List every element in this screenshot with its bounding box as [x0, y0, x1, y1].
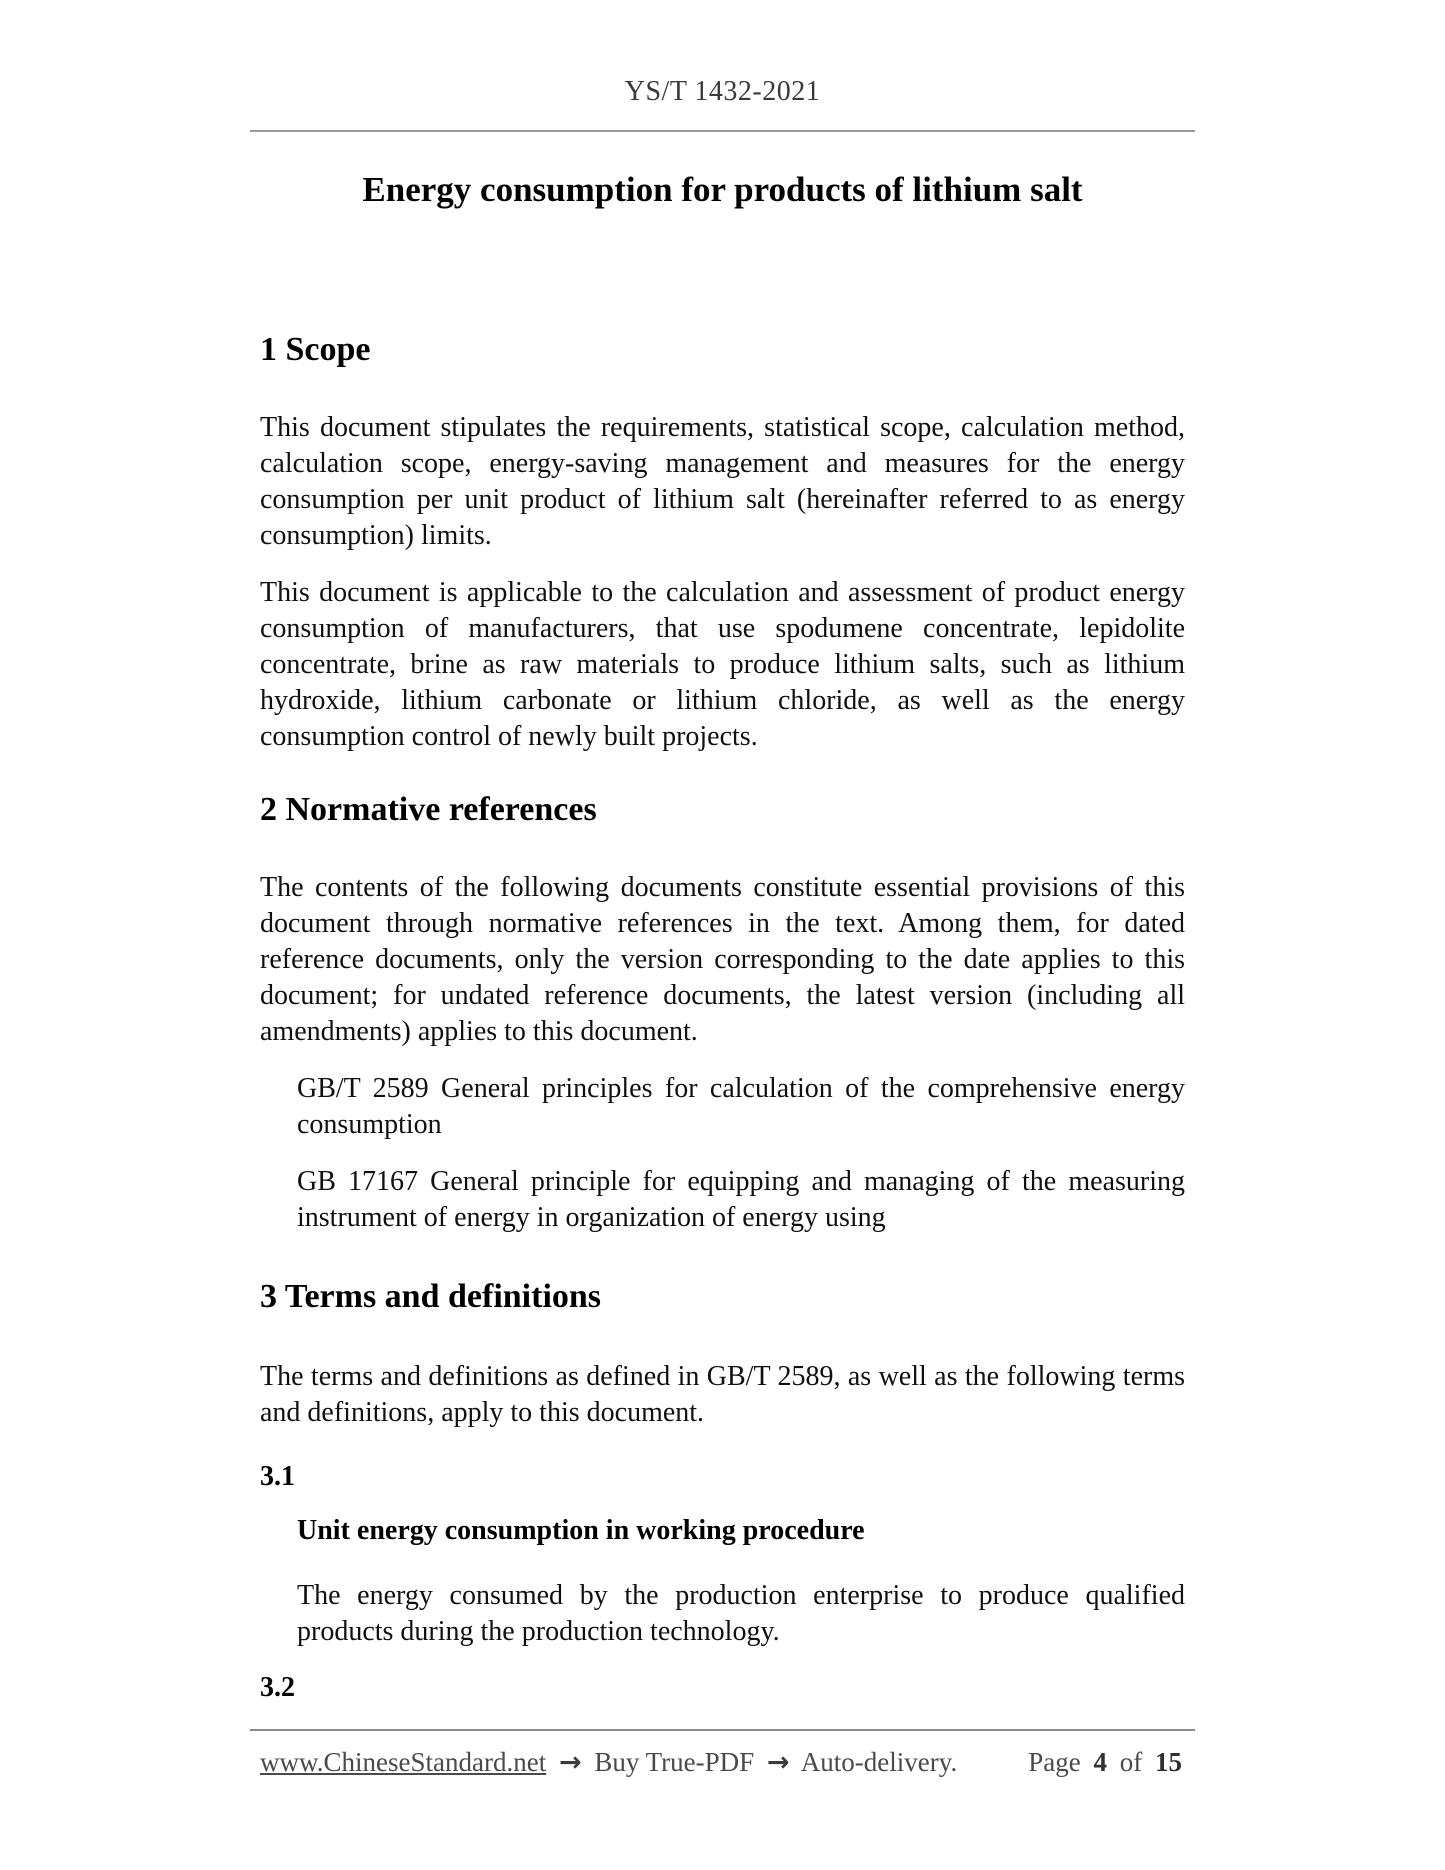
section-heading-normative-references: 2 Normative references	[260, 791, 597, 828]
page-current-number: 4	[1093, 1747, 1107, 1777]
document-title: Energy consumption for products of lithium salt	[362, 170, 1083, 209]
term-number-3-1: 3.1	[260, 1461, 295, 1492]
section-heading-terms-definitions: 3 Terms and definitions	[260, 1278, 602, 1315]
right-arrow-icon: →	[558, 1747, 582, 1778]
normative-reference-gb-17167: GB 17167 General principle for equipping and managing of the measuring instrument of energy in organization of energy using	[297, 1166, 1185, 1233]
header-divider-rule	[250, 130, 1195, 132]
page-footer	[260, 1745, 1185, 1780]
terms-intro-paragraph: The terms and definitions as defined in GB/T 2589, as well as the following terms and definitions, apply to this document.	[260, 1361, 1185, 1428]
scope-paragraph-1: This document stipulates the requirements, statistical scope, calculation method, calculation scope, energy-saving management and measures for the energy consumption per unit product of lithium salt (hereinafter referred to as energy consumption) limits.	[260, 412, 1185, 551]
footer-promo-line	[260, 1745, 957, 1780]
page-total-number: 15	[1155, 1747, 1182, 1777]
page-number-indicator	[1025, 1745, 1185, 1779]
scope-paragraph-2: This document is applicable to the calculation and assessment of product energy consumption of manufacturers, that use spodumene concentrate, lepidolite concentrate, brine as raw materials to produce lithium salts, such as lithium hydroxide, lithium carbonate or lithium chloride, as well as the energy consumption control of newly built projects.	[260, 577, 1185, 752]
footer-divider-rule	[250, 1729, 1195, 1731]
term-number-3-2: 3.2	[260, 1672, 295, 1703]
section-heading-scope: 1 Scope	[260, 331, 371, 368]
footer-buy-text: Buy True-PDF	[594, 1747, 755, 1777]
normative-references-intro-paragraph: The contents of the following documents constitute essential provisions of this document through normative references in the text. Among them, for dated reference documents, only the version corresponding to the date applies to this document; for undated reference documents, the latest version (including all amendments) applies to this document.	[260, 872, 1185, 1047]
right-arrow-icon: →	[766, 1747, 790, 1778]
page-word: Page	[1028, 1747, 1081, 1777]
normative-reference-gbt-2589: GB/T 2589 General principles for calculation of the comprehensive energy consumption	[297, 1073, 1185, 1140]
term-definition-unit-energy-consumption: The energy consumed by the production enterprise to produce qualified products during the production technology.	[297, 1580, 1185, 1647]
standard-code-header: YS/T 1432-2021	[624, 76, 821, 107]
term-name-unit-energy-consumption: Unit energy consumption in working procedure	[297, 1515, 865, 1546]
chinesestandard-site-link[interactable]: www.ChineseStandard.net	[260, 1747, 547, 1777]
footer-delivery-text: Auto-delivery.	[800, 1747, 958, 1777]
of-word: of	[1119, 1747, 1143, 1777]
